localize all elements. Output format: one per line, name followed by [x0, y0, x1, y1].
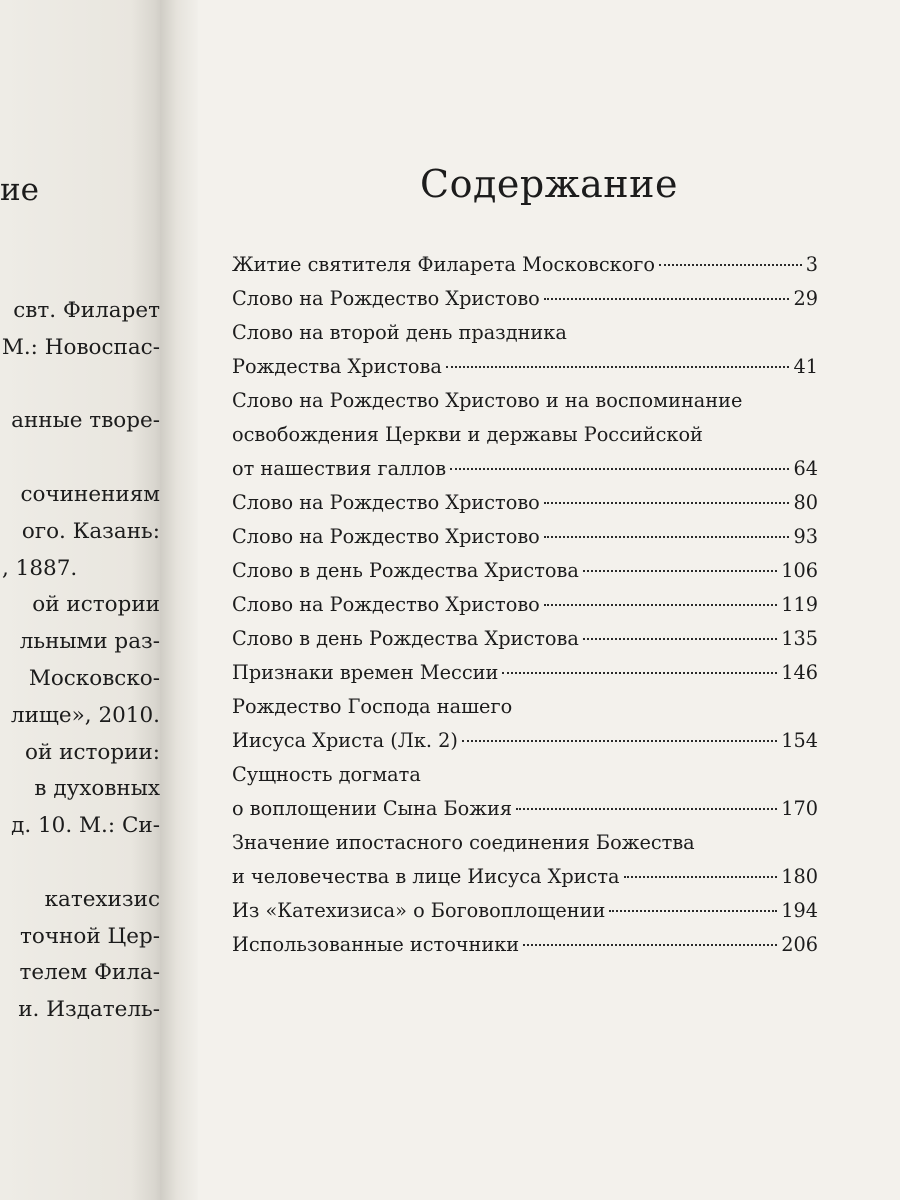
toc-entry [232, 520, 818, 554]
toc-entry [232, 826, 818, 894]
toc-entry [232, 282, 818, 316]
toc-dot-leader [446, 366, 790, 368]
toc-entry-row [232, 520, 818, 554]
left-page-line: и. Издатель- [18, 997, 160, 1023]
toc-entry [232, 928, 818, 962]
toc-entry-title-line: Использованные источники [232, 933, 520, 956]
toc-dot-leader [583, 638, 777, 640]
toc-page-number: 29 [793, 287, 818, 310]
toc-dot-leader [544, 502, 790, 504]
toc-entry-title-line: Сущность догмата [232, 763, 421, 786]
left-page-line: лище», 2010. [10, 702, 160, 728]
left-page-line: сочинениям [20, 482, 160, 507]
toc-page-number: 64 [793, 457, 818, 480]
toc-entry-row [232, 622, 818, 656]
toc-entry [232, 588, 818, 622]
toc-dot-leader [502, 672, 777, 674]
toc-entry [232, 248, 818, 282]
toc-dot-leader [659, 264, 802, 266]
toc-entry-row [232, 248, 818, 282]
toc-entry-title-line: Слово в день Рождества Христова [232, 627, 579, 650]
left-page-line: ой истории [32, 592, 160, 618]
toc-dot-leader [523, 944, 777, 946]
left-page-line: свт. Филарет [13, 298, 160, 323]
toc-dot-leader [462, 740, 777, 742]
left-page-line: , 1887. [2, 555, 78, 581]
toc-entry-row [232, 860, 818, 894]
toc-page-number: 194 [781, 899, 818, 922]
toc-page-number: 119 [781, 593, 818, 616]
toc-dot-leader [544, 298, 790, 300]
toc-entry-title-line: от нашествия галлов [232, 457, 447, 480]
toc-dot-leader [544, 604, 777, 606]
toc-entry-title-line: Слово на Рождество Христово [232, 593, 540, 616]
toc-entry [232, 316, 818, 384]
toc-entry-title-line: освобождения Церкви и державы Российской [232, 423, 703, 446]
toc-entry-title-line: о воплощении Сына Божия [232, 797, 513, 820]
toc-entry-title-line: Из «Катехизиса» о Боговоплощении [232, 899, 606, 922]
toc-entry [232, 690, 818, 758]
toc-entry [232, 384, 818, 486]
left-page-line: в духовных [34, 776, 160, 802]
toc-entry-title-line: и человечества в лице Иисуса Христа [232, 865, 620, 888]
left-page-line: точной Цер- [20, 923, 160, 949]
toc-entry-row [232, 928, 818, 962]
toc-page-number: 106 [781, 559, 818, 582]
left-page-line: Московско- [28, 666, 160, 691]
toc-page-number: 135 [781, 627, 818, 650]
toc-page-number: 3 [805, 253, 818, 276]
toc-entry [232, 622, 818, 656]
toc-page-number: 41 [793, 355, 818, 378]
book-gutter [160, 0, 198, 1200]
toc-entry-title-line: Слово на Рождество Христово [232, 491, 540, 514]
left-page-heading-fragment: ие [0, 172, 40, 208]
toc-entry-row [232, 554, 818, 588]
toc-entry-row [232, 894, 818, 928]
toc-entry-title-line: Значение ипостасного соединения Божества [232, 831, 695, 854]
left-page-line: катехизис [44, 886, 160, 912]
toc-entry-row [232, 282, 818, 316]
toc-entry-title-line: Слово на второй день праздника [232, 321, 567, 344]
toc-entry [232, 894, 818, 928]
toc-page-number: 146 [781, 661, 818, 684]
toc-entry-title-line: Рождество Господа нашего [232, 695, 513, 718]
page-title: Содержание [420, 162, 678, 206]
toc-page-number: 180 [781, 865, 818, 888]
toc-dot-leader [450, 468, 789, 470]
toc-entry-title-line: Слово на Рождество Христово и на воспоминание [232, 389, 743, 412]
toc-entry-title-line: Иисуса Христа (Лк. 2) [232, 729, 458, 752]
toc-dot-leader [516, 808, 777, 810]
toc-dot-leader [544, 536, 790, 538]
left-page-line: д. 10. М.: Си- [11, 813, 160, 839]
toc-entry-row [232, 350, 818, 384]
toc-entry [232, 758, 818, 826]
toc-page-number: 206 [781, 933, 818, 956]
toc-entry-row [232, 724, 818, 758]
left-page-line: телем Фила- [19, 960, 160, 986]
toc-entry-title-line: Житие святителя Филарета Московского [232, 253, 656, 276]
toc-page-number: 93 [793, 525, 818, 548]
toc-page-number: 154 [781, 729, 818, 752]
left-page-line: ой истории: [25, 739, 160, 765]
toc-entry-title-line: Признаки времен Мессии [232, 661, 499, 684]
left-page-line: льными раз- [19, 629, 160, 655]
toc-entry-row [232, 588, 818, 622]
toc-dot-leader [624, 876, 778, 878]
toc-entry [232, 554, 818, 588]
toc-entry [232, 486, 818, 520]
toc-entry-title-line: Слово на Рождество Христово [232, 525, 540, 548]
toc-entry-row [232, 656, 818, 690]
toc-entry-title-line: Рождества Христова [232, 355, 442, 378]
toc-entry-row [232, 792, 818, 826]
toc-entry [232, 656, 818, 690]
table-of-contents [232, 248, 818, 962]
toc-dot-leader [609, 910, 777, 912]
toc-page-number: 170 [781, 797, 818, 820]
toc-page-number: 80 [793, 491, 818, 514]
left-page-line: ого. Казань: [21, 518, 160, 544]
toc-entry-title-line: Слово на Рождество Христово [232, 287, 540, 310]
toc-entry-row [232, 452, 818, 486]
toc-dot-leader [583, 570, 777, 572]
toc-entry-row [232, 486, 818, 520]
left-page-line: М.: Новоспас- [1, 334, 160, 360]
toc-entry-title-line: Слово в день Рождества Христова [232, 559, 579, 582]
left-facing-page [0, 0, 168, 1200]
left-page-line: анные творе- [11, 408, 160, 434]
